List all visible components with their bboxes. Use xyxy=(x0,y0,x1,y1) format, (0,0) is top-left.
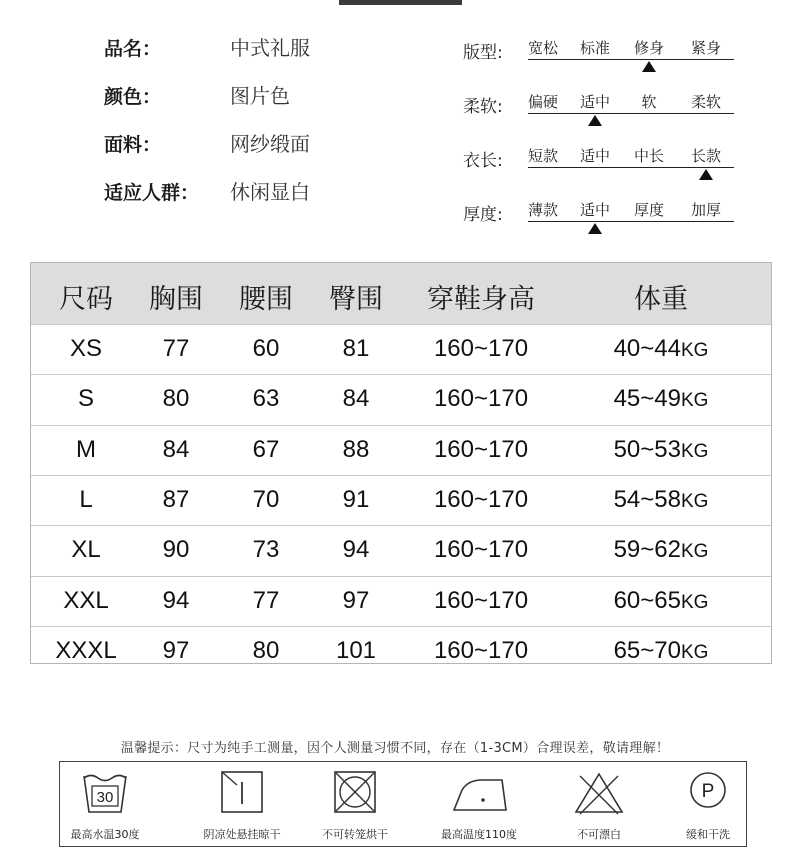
cell-waist: 77 xyxy=(252,586,280,614)
scale-option: 中长 xyxy=(633,147,664,165)
care-item-dry-clean xyxy=(653,762,763,846)
weight-value: 50~53 xyxy=(613,435,681,463)
table-row xyxy=(31,324,771,375)
cell-weight xyxy=(561,385,761,413)
weight-value: 40~44 xyxy=(613,335,681,362)
weight-unit: KG xyxy=(680,440,709,462)
table-row xyxy=(31,576,771,627)
cell-weight xyxy=(561,637,761,665)
care-label: 不可漂白 xyxy=(577,828,621,841)
care-item-line-dry xyxy=(187,762,297,846)
care-label: 最高温度110度 xyxy=(441,828,517,841)
selection-marker-icon xyxy=(588,223,602,234)
cell-chest: 80 xyxy=(162,385,190,413)
cell-hip: 84 xyxy=(342,385,370,413)
wash-temp: 30 xyxy=(96,789,114,806)
scale-options xyxy=(528,198,734,222)
scale-option: 标准 xyxy=(579,39,610,57)
weight-value: 65~70 xyxy=(613,636,681,664)
care-label: 阴凉处悬挂晾干 xyxy=(203,828,281,841)
iron-110-icon xyxy=(424,768,534,818)
weight-value: 59~62 xyxy=(613,536,681,564)
cell-weight xyxy=(561,335,761,363)
measurement-tip: 温馨提示：尺寸为纯手工测量，因个人测量习惯不同，存在（1-3CM）合理误差，敬请理解！ xyxy=(120,741,670,756)
info-value: 中式礼服 xyxy=(230,36,310,60)
cell-waist: 67 xyxy=(252,435,280,463)
selection-marker-icon xyxy=(699,169,713,180)
scale-option: 适中 xyxy=(579,147,610,165)
care-instructions xyxy=(59,761,747,847)
cell-size: XS xyxy=(69,335,102,362)
scale-label: 版型: xyxy=(463,43,503,63)
product-info xyxy=(104,28,364,220)
table-row xyxy=(31,425,771,476)
weight-unit: KG xyxy=(680,641,709,663)
cell-hip: 101 xyxy=(335,636,377,664)
cell-hip: 88 xyxy=(342,435,370,463)
wash-30-icon xyxy=(50,768,160,818)
cell-height: 160~170 xyxy=(433,536,529,564)
scale-option: 偏硬 xyxy=(527,93,558,111)
scale-option: 宽松 xyxy=(527,39,558,57)
scale-fit xyxy=(463,36,743,90)
scale-option: 修身 xyxy=(633,39,664,57)
info-value: 图片色 xyxy=(230,84,290,108)
cell-size: XL xyxy=(71,536,101,564)
no-tumble-dry-icon xyxy=(300,768,410,818)
scale-label: 厚度: xyxy=(463,205,503,225)
info-value: 网纱缎面 xyxy=(230,132,310,156)
scale-option: 薄款 xyxy=(527,201,558,219)
scale-option: 紧身 xyxy=(690,39,721,57)
cell-chest: 84 xyxy=(162,435,190,463)
cell-chest: 77 xyxy=(162,335,190,362)
cell-hip: 97 xyxy=(342,586,370,614)
weight-value: 54~58 xyxy=(613,485,681,513)
cell-waist: 73 xyxy=(252,536,280,564)
cell-waist: 70 xyxy=(252,485,280,513)
care-label: 不可转笼烘干 xyxy=(322,828,388,841)
scale-options xyxy=(528,36,734,60)
cell-height: 160~170 xyxy=(433,586,529,614)
gentle-dry-clean-icon xyxy=(653,768,763,818)
info-label: 适应人群： xyxy=(104,182,200,204)
scale-options xyxy=(528,144,734,168)
attribute-scales xyxy=(463,36,743,252)
cell-chest: 94 xyxy=(162,586,190,614)
scale-option: 适中 xyxy=(579,93,610,111)
header-weight: 体重 xyxy=(634,284,688,315)
scale-length xyxy=(463,144,743,198)
table-row xyxy=(31,374,771,425)
cell-waist: 60 xyxy=(252,335,280,362)
header-height: 穿鞋身高 xyxy=(427,284,535,315)
info-label: 颜色： xyxy=(104,86,162,108)
scale-options xyxy=(528,90,734,114)
header-waist: 腰围 xyxy=(239,284,293,315)
cell-waist: 80 xyxy=(252,636,280,664)
scale-option: 适中 xyxy=(579,201,610,219)
cell-chest: 97 xyxy=(162,636,190,664)
info-row-fabric xyxy=(104,124,364,172)
care-item-no-bleach xyxy=(544,762,654,846)
cell-hip: 91 xyxy=(342,485,370,513)
scale-option: 软 xyxy=(641,93,657,111)
care-item-wash xyxy=(50,762,160,846)
weight-value: 45~49 xyxy=(613,385,681,413)
table-header xyxy=(31,263,771,324)
care-label: 最高水温30度 xyxy=(70,828,140,841)
header-hip: 臀围 xyxy=(329,284,383,315)
scale-thickness xyxy=(463,198,743,252)
info-row-color xyxy=(104,76,364,124)
no-bleach-icon xyxy=(544,768,654,818)
info-row-name xyxy=(104,28,364,76)
line-dry-shade-icon xyxy=(187,768,297,818)
table-row xyxy=(31,626,771,677)
cell-weight xyxy=(561,536,761,564)
cell-chest: 90 xyxy=(162,536,190,564)
selection-marker-icon xyxy=(642,61,656,72)
weight-unit: KG xyxy=(680,340,709,361)
weight-unit: KG xyxy=(680,490,709,512)
cell-height: 160~170 xyxy=(433,485,529,513)
cell-size: M xyxy=(76,435,96,463)
cell-chest: 87 xyxy=(162,485,190,513)
cell-size: S xyxy=(77,385,94,413)
weight-unit: KG xyxy=(680,390,709,412)
cell-weight xyxy=(561,486,761,514)
scale-softness xyxy=(463,90,743,144)
cell-hip: 94 xyxy=(342,536,370,564)
size-table xyxy=(30,262,772,664)
care-item-iron xyxy=(424,762,534,846)
cell-size: L xyxy=(79,485,93,513)
scale-option: 厚度 xyxy=(633,201,664,219)
scale-option: 短款 xyxy=(527,147,558,165)
care-label: 缓和干洗 xyxy=(686,828,730,841)
cell-hip: 81 xyxy=(342,335,370,362)
weight-unit: KG xyxy=(680,541,709,563)
info-label: 面料： xyxy=(104,134,162,156)
cell-height: 160~170 xyxy=(433,385,529,413)
scale-option: 加厚 xyxy=(690,201,721,219)
cell-size: XXXL xyxy=(55,636,117,664)
info-row-audience xyxy=(104,172,364,220)
cell-size: XXL xyxy=(63,586,109,614)
cell-weight xyxy=(561,436,761,464)
top-accent-bar xyxy=(339,0,462,5)
scale-option: 柔软 xyxy=(690,93,721,111)
cell-height: 160~170 xyxy=(433,335,529,362)
header-size: 尺码 xyxy=(59,284,113,315)
selection-marker-icon xyxy=(588,115,602,126)
dry-clean-symbol: P xyxy=(701,781,715,802)
weight-value: 60~65 xyxy=(613,586,681,614)
info-value: 休闲显白 xyxy=(230,180,310,204)
cell-weight xyxy=(561,587,761,615)
weight-unit: KG xyxy=(680,591,709,613)
cell-waist: 63 xyxy=(252,385,280,413)
care-item-no-tumble xyxy=(300,762,410,846)
cell-height: 160~170 xyxy=(433,435,529,463)
cell-height: 160~170 xyxy=(433,636,529,664)
table-row xyxy=(31,475,771,526)
scale-option: 长款 xyxy=(690,147,721,165)
header-chest: 胸围 xyxy=(149,284,203,315)
table-row xyxy=(31,525,771,576)
info-label: 品名： xyxy=(104,38,162,60)
scale-label: 柔软: xyxy=(463,97,503,117)
scale-label: 衣长: xyxy=(463,151,503,171)
